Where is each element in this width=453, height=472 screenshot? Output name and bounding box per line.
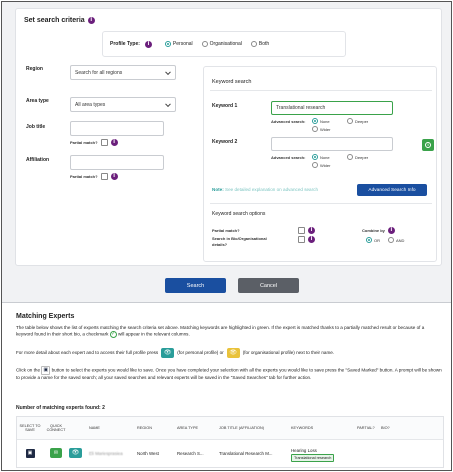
affiliation-label: Affiliation — [26, 157, 50, 163]
matching-count: Number of matching experts found: 2 — [16, 405, 105, 411]
quick-connect-button[interactable]: ✉ — [50, 448, 62, 458]
advanced-explanation-link[interactable]: See detailed explanation on advanced search — [225, 187, 318, 192]
kw1-adv-wider[interactable]: Wider — [312, 126, 330, 132]
matched-keyword-badge: Translational research — [291, 454, 334, 462]
cell-name[interactable]: Eli Mariesprasiea — [89, 450, 123, 456]
job-title-partial-row — [70, 139, 118, 146]
save-icon: ▣ — [41, 366, 50, 375]
info-icon[interactable]: i — [308, 227, 315, 234]
keyword2-label: Keyword 2 — [212, 139, 238, 145]
search-in-bio-label: Search in Bio/Organisational details? — [212, 236, 267, 247]
affiliation-input[interactable] — [70, 155, 164, 170]
kw1-adv-none[interactable]: None — [312, 118, 330, 124]
eye-icon: 👁 — [161, 348, 174, 358]
col-name: NAME — [89, 425, 100, 430]
keyword-search-panel — [203, 66, 437, 262]
results-paragraph-2: For more detail about each expert and to access their full profile press 👁 (for personal profile) or 👁 (for organisational profile) next to their name. — [16, 348, 440, 358]
info-icon: i — [425, 142, 431, 148]
radio-personal[interactable] — [165, 41, 171, 47]
partial-match-label: Partial match? — [70, 140, 98, 145]
radio-and[interactable] — [388, 237, 394, 243]
profile-type-box — [102, 31, 346, 57]
affiliation-partial-checkbox[interactable] — [101, 173, 108, 180]
select-to-save-button[interactable]: ▣ — [26, 449, 35, 458]
kw2-adv-none[interactable]: None — [312, 154, 330, 160]
area-type-select[interactable]: All area types — [70, 97, 176, 112]
criteria-header — [24, 17, 95, 24]
radio-none[interactable] — [312, 118, 318, 124]
view-profile-button[interactable]: 👁 — [69, 448, 82, 458]
profile-type-label: Profile Type: — [110, 41, 140, 47]
info-icon[interactable]: i — [308, 236, 315, 243]
advanced-search-label: Advanced search: — [271, 155, 306, 160]
kw1-adv-deeper[interactable]: Deeper — [347, 118, 368, 124]
keyword-options-title: Keyword search options — [212, 211, 266, 217]
radio-deeper[interactable] — [347, 154, 353, 160]
results-paragraph-1: The table below shows the list of experts matching the search criteria set above. Matching keywords are highlighted in green. If the expert is matched thanks to a partially matched result or because of a keyword found in their short bio, a checkmark ✓ will appear in the relevant columns. — [16, 325, 425, 338]
job-title-label: Job title — [26, 124, 46, 130]
divider — [210, 203, 432, 204]
info-icon[interactable]: i — [88, 17, 95, 24]
radio-wider[interactable] — [312, 162, 318, 168]
radio-wider[interactable] — [312, 126, 318, 132]
eye-icon: 👁 — [227, 348, 240, 358]
cell-bio — [381, 439, 443, 467]
profile-option-both[interactable]: Both — [251, 41, 269, 47]
divider — [210, 90, 432, 91]
col-area-type: AREA TYPE — [177, 425, 199, 430]
advanced-search-info-button[interactable]: Advanced Search Info — [357, 184, 427, 196]
col-connect: QUICK CONNECT — [46, 423, 66, 432]
cell-partial — [357, 439, 381, 467]
job-title-input[interactable] — [70, 121, 164, 136]
search-button[interactable]: Search — [165, 278, 226, 293]
radio-both[interactable] — [251, 41, 257, 47]
cell-job-title: Translational Research M... — [219, 450, 273, 456]
results-title: Matching Experts — [16, 313, 75, 320]
results-table — [16, 416, 444, 468]
partial-match-label: Partial match? — [70, 174, 98, 179]
kw-partial-match-label: Partial match? — [212, 228, 240, 233]
search-criteria-card — [15, 8, 442, 266]
col-bio: BIO? — [381, 425, 390, 430]
app-frame — [1, 1, 452, 471]
results-paragraph-3: Click on the ▣ button to select the experts you would like to save. Once you have completed your selection with all the experts you would like to save press the "Saved Marked" button. A prompt will be shown to provide a name for the saved search; all your saved searches and relevant experts will be saved in the "Saved Searches" tab for further action. — [16, 367, 442, 380]
add-keyword-button[interactable] — [422, 139, 434, 151]
kw-partial-checkbox[interactable] — [298, 227, 305, 234]
col-select: SELECT TO SAVE — [19, 423, 41, 432]
info-icon[interactable]: i — [145, 41, 152, 48]
profile-option-personal[interactable]: Personal — [165, 41, 193, 47]
checkmark-icon: ✓ — [111, 331, 116, 338]
keyword1-input[interactable]: Translational research — [271, 101, 393, 115]
profile-option-organisational[interactable]: Organisational — [202, 41, 242, 47]
cell-region: North West — [137, 450, 159, 456]
cell-keywords: Hearing Loss Translational research — [291, 439, 357, 467]
col-partial: PARTIAL? — [357, 425, 375, 430]
advanced-search-label: Advanced search: — [271, 119, 306, 124]
info-icon[interactable]: i — [388, 227, 395, 234]
radio-deeper[interactable] — [347, 118, 353, 124]
info-icon[interactable]: i — [111, 139, 118, 146]
kw2-adv-deeper[interactable]: Deeper — [347, 154, 368, 160]
job-title-partial-checkbox[interactable] — [101, 139, 108, 146]
region-select[interactable]: Search for all regions — [70, 65, 176, 80]
keyword2-input[interactable] — [271, 137, 393, 151]
col-keywords: KEYWORDS — [291, 425, 314, 430]
page-title: Set search criteria — [24, 17, 85, 24]
kw2-adv-wider[interactable]: Wider — [312, 162, 330, 168]
keyword1-label: Keyword 1 — [212, 103, 238, 109]
radio-none[interactable] — [312, 154, 318, 160]
search-bio-checkbox[interactable] — [298, 236, 305, 243]
combine-by-row — [362, 227, 395, 234]
combine-and[interactable]: AND — [388, 237, 404, 243]
cancel-button[interactable]: Cancel — [238, 278, 299, 293]
combine-or[interactable]: OR — [366, 237, 380, 243]
table-row — [17, 439, 443, 467]
keyword-search-title: Keyword search — [212, 79, 252, 85]
col-view — [69, 417, 89, 439]
col-region: REGION — [137, 425, 152, 430]
radio-organisational[interactable] — [202, 41, 208, 47]
cell-area-type: Research S... — [177, 450, 204, 456]
radio-or[interactable] — [366, 237, 372, 243]
affiliation-partial-row — [70, 173, 118, 180]
area-type-label: Area type — [26, 98, 49, 104]
combine-by-label: Combine by — [362, 228, 385, 233]
col-job-title: JOB TITLE (AFFILIATION) — [219, 425, 265, 430]
advanced-note: Note: See detailed explanation on advanced search — [212, 187, 318, 192]
info-icon[interactable]: i — [111, 173, 118, 180]
region-label: Region — [26, 66, 43, 72]
